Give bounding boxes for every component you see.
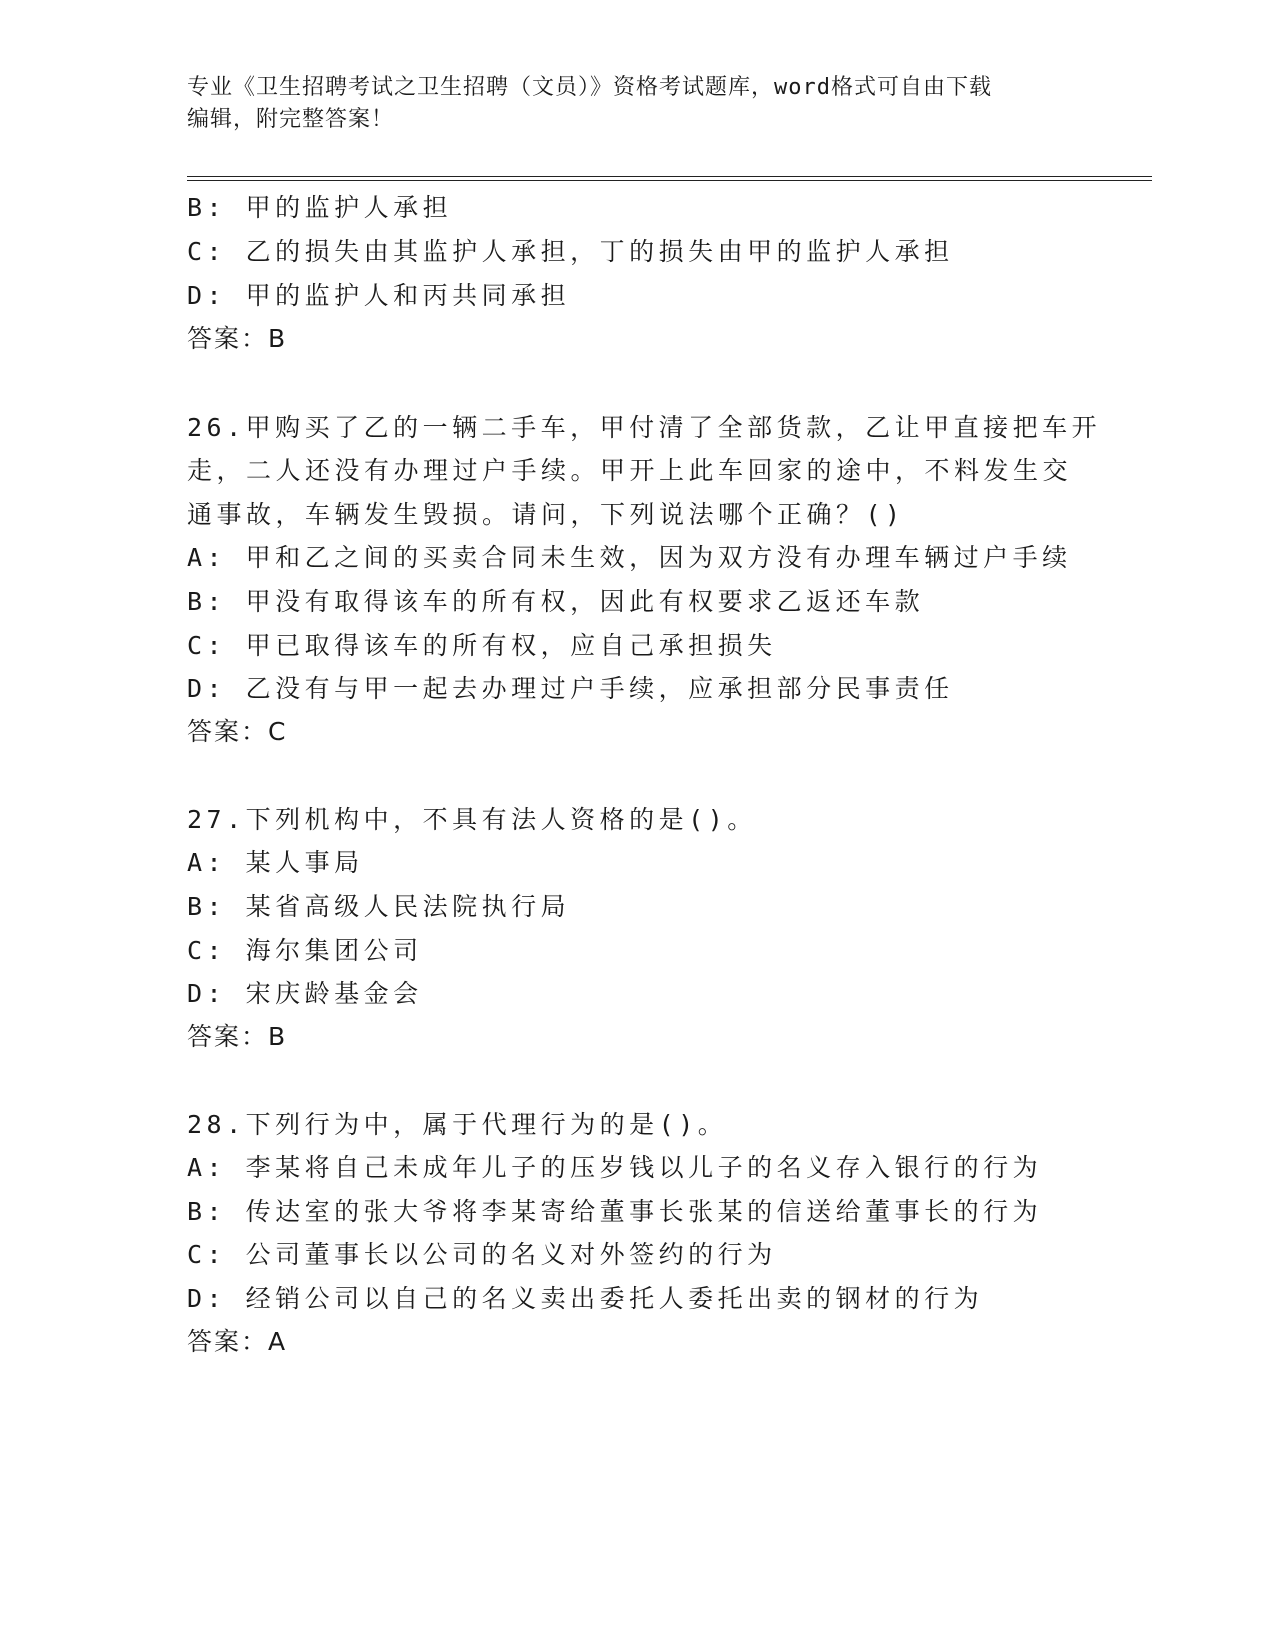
q26-option-d: D: 乙没有与甲一起去办理过户手续，应承担部分民事责任 xyxy=(187,674,954,703)
q25-option-b: B: 甲的监护人承担 xyxy=(187,193,453,222)
q26-option-a: A: 甲和乙之间的买卖合同未生效，因为双方没有办理车辆过户手续 xyxy=(187,543,1072,572)
document-header xyxy=(187,72,1067,136)
q28-stem: 28.下列行为中，属于代理行为的是()。 xyxy=(187,1110,728,1139)
q28-answer: 答案：A xyxy=(187,1327,288,1356)
q27-option-a: A: 某人事局 xyxy=(187,848,364,877)
q27-answer: 答案：B xyxy=(187,1022,288,1051)
q28-option-a: A: 李某将自己未成年儿子的压岁钱以儿子的名义存入银行的行为 xyxy=(187,1153,1043,1182)
q26-answer: 答案：C xyxy=(187,717,288,746)
q28-option-c: C: 公司董事长以公司的名义对外签约的行为 xyxy=(187,1240,777,1269)
header-double-rule xyxy=(187,176,1152,181)
q28-option-d: D: 经销公司以自己的名义卖出委托人委托出卖的钢材的行为 xyxy=(187,1284,984,1313)
header-title-line-1: 专业《卫生招聘考试之卫生招聘（文员）》资格考试题库，word格式可自由下载 xyxy=(187,75,992,100)
q27-option-b: B: 某省高级人民法院执行局 xyxy=(187,892,571,921)
q27-stem: 27.下列机构中，不具有法人资格的是()。 xyxy=(187,805,757,834)
q26-option-c: C: 甲已取得该车的所有权，应自己承担损失 xyxy=(187,631,777,660)
q28-option-b: B: 传达室的张大爷将李某寄给董事长张某的信送给董事长的行为 xyxy=(187,1197,1043,1226)
q26-stem-line-2: 走，二人还没有办理过户手续。甲开上此车回家的途中，不料发生交 xyxy=(187,456,1073,485)
q26-option-b: B: 甲没有取得该车的所有权，因此有权要求乙返还车款 xyxy=(187,587,925,616)
q25-option-c: C: 乙的损失由其监护人承担，丁的损失由甲的监护人承担 xyxy=(187,237,954,266)
q25-option-d: D: 甲的监护人和丙共同承担 xyxy=(187,281,571,310)
header-title-line-2: 编辑，附完整答案！ xyxy=(187,107,395,132)
q25-answer: 答案：B xyxy=(187,324,288,353)
q26-stem-line-1: 26.甲购买了乙的一辆二手车，甲付清了全部货款，乙让甲直接把车开 xyxy=(187,413,1102,442)
q27-option-d: D: 宋庆龄基金会 xyxy=(187,979,423,1008)
q26-stem-line-3: 通事故，车辆发生毁损。请问，下列说法哪个正确？() xyxy=(187,500,905,529)
q27-option-c: C: 海尔集团公司 xyxy=(187,936,423,965)
